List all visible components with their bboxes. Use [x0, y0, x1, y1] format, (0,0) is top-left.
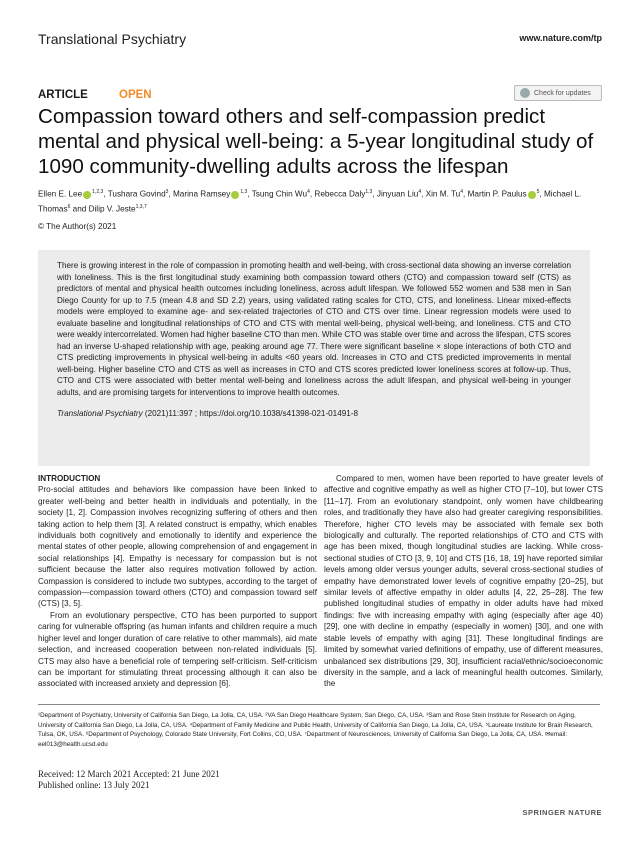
- citation-details[interactable]: (2021)11:397 ; https://doi.org/10.1038/s41398-021-01491-8: [142, 409, 358, 418]
- orcid-icon[interactable]: [231, 191, 239, 199]
- author-affiliation-number: 4: [418, 189, 422, 195]
- check-for-updates-label: Check for updates: [534, 89, 591, 97]
- body-paragraph: Compared to men, women have been reported to have greater levels of affective and cognitive empathy as well as higher CTO [7–10], but lower CTS [11–17]. From an evolutionary standpoint, only women have childbearing roles, and traditionally they have also had greater caregiving responsibilities. Therefore, higher CTO levels may be associated with female sex both biologically and culturally. The reported relationships of CTO and CTS with age has been mixed, though longitudinal studies are lacking. While cross-sectional studies of CTO [3, 9, 10] and CTS [16, 18, 19] have reported similar levels among older versus younger adults, several cross-sectional studies of empathy have demonstrated lower levels of cognitive empathy [20–25], but similar levels of affective empathy in older adults [4, 22, 25–28]. The few published longitudinal studies of empathy in older adults have had mixed findings: five with increasing empathy with aging (especially after age 40) [29], one with decline in empathy (especially in women) [30], and one with stable levels of empathy with aging [31]. These longitudinal findings are limited by somewhat varied definitions of empathy, use of different measures, unbalanced sex distributions [29, 30], insufficient racial/ethnic/socioeconomic diversity in the sample, and a lack of meaningful health outcomes. Similarly, the: [324, 474, 603, 689]
- publication-dates: [38, 769, 220, 791]
- journal-name: Translational Psychiatry: [38, 31, 187, 47]
- affiliations-footnote: ¹Department of Psychiatry, University of California San Diego, La Jolla, CA, USA. ²VA San Diego Healthcare System, San Diego, CA, USA. ³Sam and Rose Stein Institute for Research on Aging, University of California San Diego, La Jolla, CA, USA. ⁴Department of Family Medicine and Public Health, University of California San Diego, La Jolla, CA, USA. ⁵Laureate Institute for Brain Research, Tulsa, OK, USA. ⁶Department of Psychology, Colorado State University, Fort Collins, CO, USA. ⁷Department of Neurosciences, University of California San Diego, La Jolla, CA, USA. ✉email: eel013@health.ucsd.edu: [38, 712, 593, 748]
- author-affiliation-number: 4: [307, 189, 310, 195]
- update-check-icon: [520, 88, 530, 98]
- footnote-divider: [38, 704, 600, 705]
- citation-journal: Translational Psychiatry: [57, 409, 143, 418]
- author-affiliation-number: 5: [536, 189, 540, 195]
- body-paragraph: Pro-social attitudes and behaviors like compassion have been linked to greater well-being and better health in individuals and potentially, in the society [1, 2]. Compassion involves recognizing suffering of others and then taking action to help them [3]. A related construct is empathy, which enables individuals both cognitively and emotionally to identify and experience the mental states of other people, allowing comprehension of and engagement in social relationships [4]. Empathy is necessary for compassion but is not sufficient because the latter also requires motivation followed by action. Compassion is considered to include two subtypes, according to the target of compassion—compassion toward others (CTO) and compassion toward self (CTS) [3, 5].: [38, 485, 317, 609]
- author-list: Ellen E. Lee $^{1,2,3}$, Tushara Govind$^3$, Marina Ramsey $^{1,3}$, Tsung Chin Wu$^4$, Rebecca Daly$^{1,3}$, Jinyuan Liu$^4$, Xin M. Tu$^4$, Martin P. Paulus $^5$, Michael L. Thomas$^6$ and Dilip V. Jeste$^{1,3,7}$: [38, 189, 582, 214]
- author-name[interactable]: Marina Ramsey: [172, 189, 231, 199]
- author-name[interactable]: Dilip V. Jeste: [88, 204, 136, 214]
- author-name[interactable]: Xin M. Tu: [425, 189, 461, 199]
- journal-url[interactable]: www.nature.com/tp: [519, 33, 602, 43]
- author-affiliation-number: 6: [67, 203, 71, 210]
- abstract-text: There is growing interest in the role of compassion in promoting health and well-being, with cross-sectional data showing an inverse correlation with loneliness. This is the first longitudinal study examining both compassion toward others (CTO) and compassion toward self (CTS) as predictors of mental and physical health outcomes including loneliness, across adult lifespan. We followed 552 women and 538 men in San Diego County for up to 7.5 (mean 4.8 and SD 2.2) years, using validated rating scales for CTO, CTS, and loneliness. Linear mixed-effects models were employed to examine age- and sex-related trajectories of CTO and CTS over time. Linear regression models were used to evaluate baseline and longitudinal relationships of CTO and CTS with mental well-being, physical well-being, and loneliness. CTS and CTO were weakly intercorrelated. Women had higher baseline CTO than men. While CTO was stable over time and across the lifespan, CTS scores had an inverse U-shaped relationship with age, peaking around age 77. There were significant baseline × slope interactions of both CTO and CTS predicting improvements in physical well-being in adults <60 years old. Increases in CTO and CTS predicted improvements in mental well-being. Higher baseline CTO and CTS as well as increases in CTO and CTS scores predicted lower loneliness scores at follow-up. Thus, CTO and CTS were associated with better mental well-being and loneliness across the adult lifespan, and physical well-being in younger adults, and are promising targets for interventions to improve health outcomes.: [57, 261, 571, 397]
- author-name[interactable]: Jinyuan Liu: [376, 189, 419, 199]
- open-access-label: OPEN: [119, 89, 152, 101]
- article-type-label: ARTICLE: [38, 89, 88, 101]
- orcid-icon[interactable]: [528, 191, 536, 199]
- abstract-box: [38, 250, 590, 466]
- published-online-date: Published online: 13 July 2021: [38, 780, 150, 790]
- author-affiliation-number: 4: [460, 189, 464, 195]
- citation-line: [57, 409, 571, 418]
- author-name[interactable]: Michael L. Thomas: [38, 189, 582, 214]
- body-column-left: [38, 473, 317, 690]
- author-name[interactable]: Rebecca Daly: [314, 189, 366, 199]
- article-title: Compassion toward others and self-compassion predict mental and physical well-being: a 5-year longitudinal study of 1090 community-dwelling adults across the lifespan: [38, 105, 594, 178]
- author-name[interactable]: Ellen E. Lee: [38, 189, 83, 199]
- section-heading-introduction: INTRODUCTION: [38, 474, 101, 483]
- author-affiliation-number: 3: [165, 189, 169, 195]
- author-affiliation-number: 1,3: [365, 189, 373, 195]
- body-column-right: [324, 473, 603, 690]
- author-affiliation-number: 1,2,3: [92, 189, 104, 195]
- author-name[interactable]: Tsung Chin Wu: [251, 189, 308, 199]
- author-affiliation-number: 1,3: [240, 189, 248, 195]
- author-affiliation-number: 1,3,7: [135, 203, 147, 210]
- publisher-logo-text: SPRINGER NATURE: [522, 808, 602, 817]
- orcid-icon[interactable]: [83, 191, 91, 199]
- check-for-updates-button[interactable]: [514, 85, 602, 101]
- received-accepted-dates: Received: 12 March 2021 Accepted: 21 June 2021: [38, 769, 220, 779]
- body-paragraph: From an evolutionary perspective, CTO has been purported to support caring for vulnerable offspring (as human infants and children require a much higher level and longer duration of care relative to other mammals), aid mate selection, and increased cooperation between non-related individuals [5]. CTS may also have a beneficial role of tempering self-criticism. Self-criticism can be important for stimulating threat processing although it can also be associated with increased anxiety and depression [6].: [38, 610, 317, 689]
- copyright-notice: © The Author(s) 2021: [38, 222, 117, 231]
- author-name[interactable]: Martin P. Paulus: [467, 189, 527, 199]
- author-name[interactable]: Tushara Govind: [107, 189, 166, 199]
